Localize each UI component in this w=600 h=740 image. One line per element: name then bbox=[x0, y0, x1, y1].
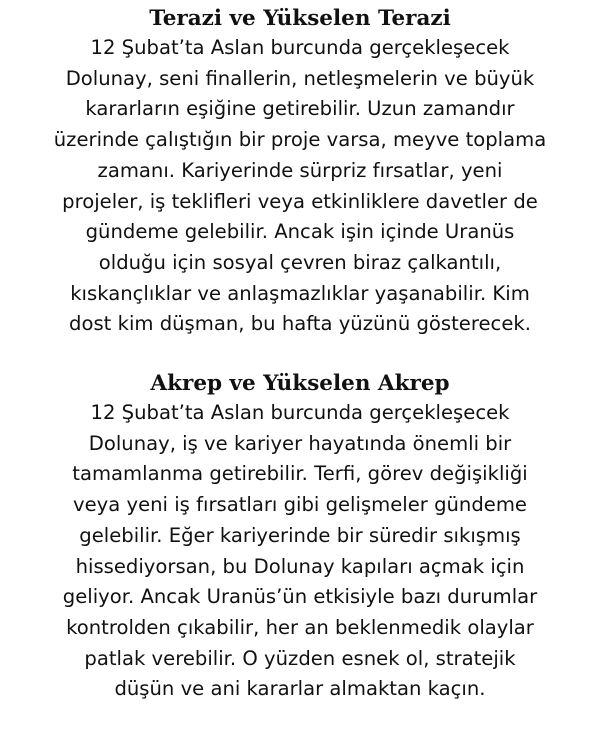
section-body bbox=[0, 33, 600, 340]
text-line: 12 Şubat’ta Aslan burcunda gerçekleşecek bbox=[90, 36, 510, 59]
text-line: Dolunay, seni finallerin, netleşmelerin ve büyük bbox=[65, 66, 535, 90]
text-line: kıskançlıklar ve anlaşmazlıklar yaşanabilir. Kim bbox=[70, 281, 530, 305]
text-line: geliyor. Ancak Uranüs’ün etkisiyle bazı durumlar bbox=[62, 585, 538, 609]
text-line: kararların eşiğine getirebilir. Uzun zamandır bbox=[85, 97, 515, 121]
section-terazi bbox=[0, 4, 600, 340]
text-line: gelebilir. Eğer kariyerinde bir süredir sıkışmış bbox=[79, 523, 521, 547]
text-line: projeler, iş teklifleri veya etkinliklere davetler de bbox=[62, 189, 538, 213]
text-line: patlak verebilir. O yüzden esnek ol, stratejik bbox=[84, 646, 516, 670]
text-line: gündeme gelebilir. Ancak işin içinde Uranüs bbox=[85, 220, 515, 244]
text-line: dost kim düşman, bu hafta yüzünü gösterecek. bbox=[69, 312, 531, 336]
text-line: olduğu için sosyal çevren biraz çalkantılı, bbox=[98, 250, 502, 274]
text-line: zamanı. Kariyerinde sürpriz fırsatlar, yeni bbox=[97, 158, 503, 182]
section-title: Terazi ve Yükselen Terazi bbox=[149, 6, 451, 31]
text-line: 12 Şubat’ta Aslan burcunda gerçekleşecek bbox=[90, 401, 510, 425]
text-line: kontrolden çıkabilir, her an beklenmedik olaylar bbox=[66, 615, 534, 639]
section-body bbox=[0, 398, 600, 705]
text-line: veya yeni iş fırsatları gibi gelişmeler gündeme bbox=[73, 493, 527, 517]
section-title: Akrep ve Yükselen Akrep bbox=[150, 371, 450, 397]
text-line: Dolunay, iş ve kariyer hayatında önemli bir bbox=[88, 431, 512, 455]
section-akrep bbox=[0, 369, 600, 705]
text-line: hissediyorsan, bu Dolunay kapıları açmak için bbox=[75, 554, 525, 578]
text-line: tamamlanma getirebilir. Terfi, görev değişikliği bbox=[72, 462, 528, 486]
text-line: üzerinde çalıştığın bir proje varsa, meyve toplama bbox=[53, 128, 547, 152]
text-line: düşün ve ani kararlar almaktan kaçın. bbox=[114, 677, 486, 701]
